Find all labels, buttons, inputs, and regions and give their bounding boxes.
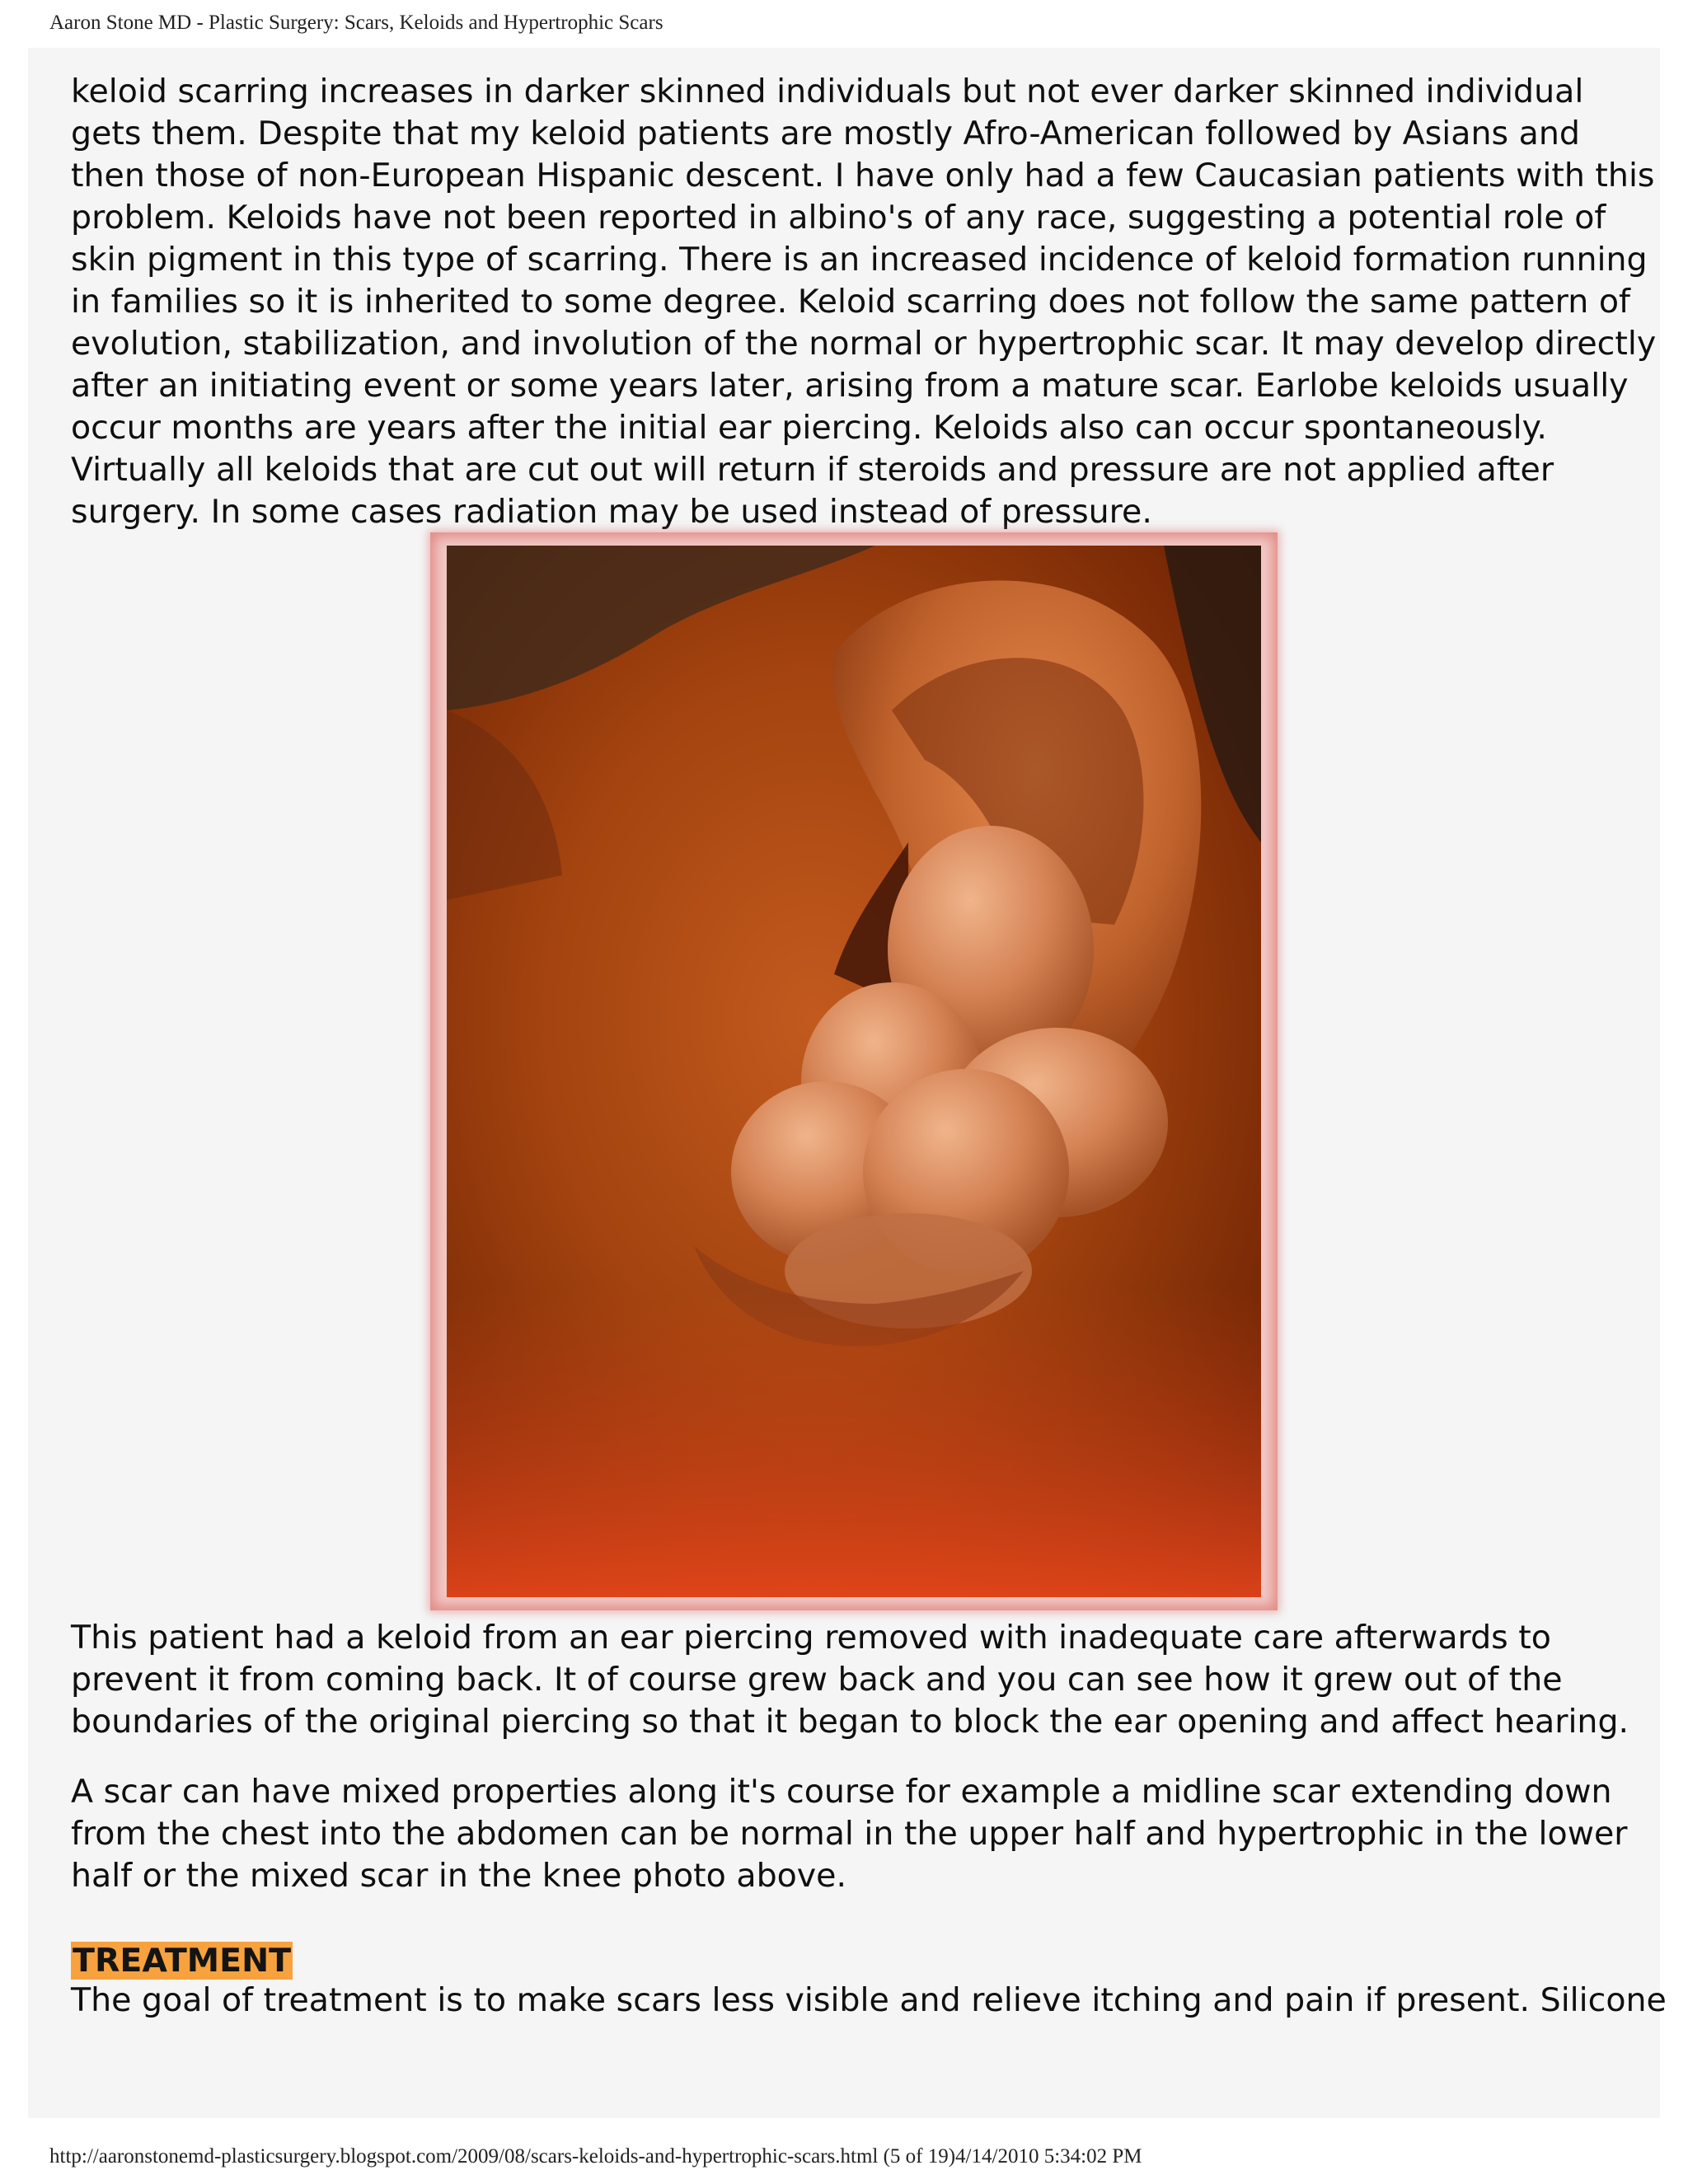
print-footer-url: http://aaronstonemd-plasticsurgery.blogspot.com/2009/08/scars-keloids-and-hypertrophic-scars.html (5 of 19)4/14/2010 5:34:02 PM: [49, 2145, 1142, 2168]
article-paragraph-treatment-goal: The goal of treatment is to make scars less visible and relieve itching and pain if present. Silicone: [71, 1981, 1667, 2019]
article-paragraph-patient-case: This patient had a keloid from an ear piercing removed with inadequate care afterwards to prevent it from coming back. It of course grew back and you can see how it grew out of the boundaries of the original piercing so that it began to block the ear opening and affect hearing.: [71, 1619, 1629, 1741]
ear-keloid-illustration: [447, 546, 1261, 1597]
treatment-heading: TREATMENT: [73, 1942, 292, 1980]
article-paragraph-mixed-scar: A scar can have mixed properties along it's course for example a midline scar extending down from the chest into the abdomen can be normal in the upper half and hypertrophic in the lower half or the mixed scar in the knee photo above.: [71, 1773, 1628, 1895]
treatment-heading-wrap: [71, 1942, 293, 1980]
article-paragraph-keloid-demographics: keloid scarring increases in darker skinned individuals but not ever darker skinned individual gets them. Despite that my keloid patients are mostly Afro-American followed by Asians and then those of non-European Hispanic descent. I have only had a few Caucasian patients with this problem. Keloids have not been reported in albino's of any race, suggesting a potential role of skin pigment in this type of scarring. There is an increased incidence of keloid formation running in families so it is inherited to some degree. Keloid scarring does not follow the same pattern of evolution, stabilization, and involution of the normal or hypertrophic scar. It may develop directly after an initiating event or some years later, arising from a mature scar. Earlobe keloids usually occur months are years after the initial ear piercing. Keloids also can occur spontaneously. Virtually all keloids that are cut out will return if steroids and pressure are not applied after surgery. In some cases radiation may be used instead of pressure.: [71, 73, 1657, 531]
photo-frame: [430, 532, 1278, 1610]
article-body: [71, 71, 1662, 533]
page-content-panel: [28, 48, 1667, 2118]
print-header-title: Aaron Stone MD - Plastic Surgery: Scars, Keloids and Hypertrophic Scars: [49, 12, 663, 34]
ear-keloid-photo: [447, 546, 1261, 1597]
